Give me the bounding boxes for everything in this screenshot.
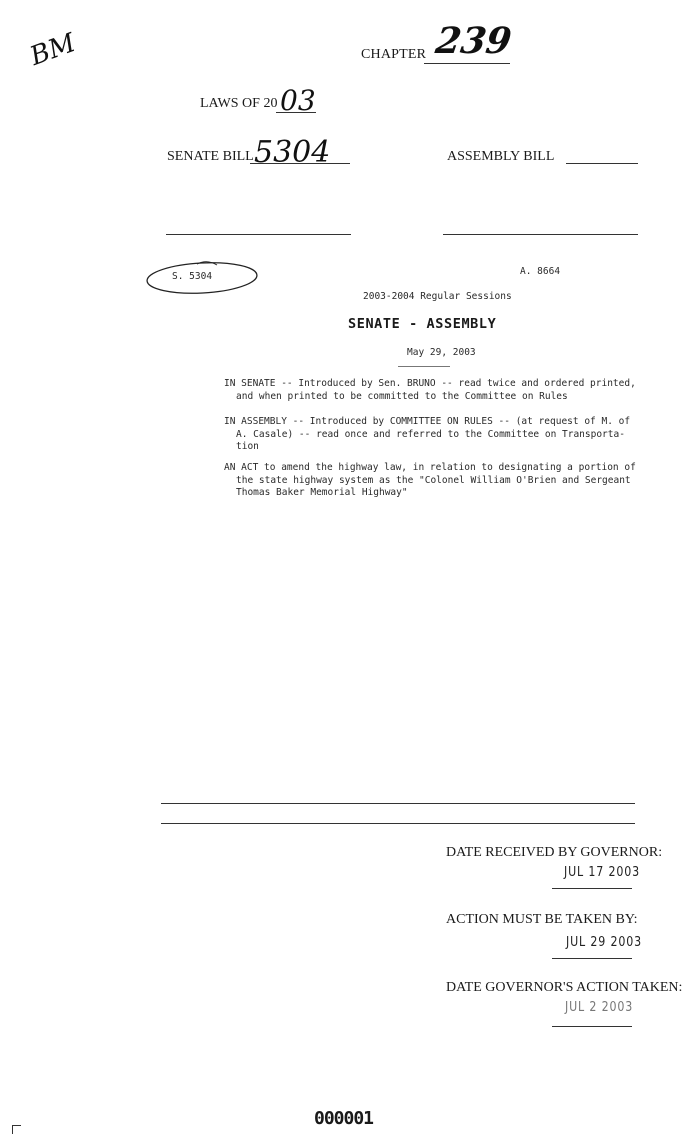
- action-deadline-line: [552, 958, 632, 959]
- assembly-signature-line: [443, 234, 638, 235]
- act-description-paragraph: [224, 462, 668, 500]
- chapter-label: CHAPTER: [361, 47, 427, 62]
- bill-title: SENATE - ASSEMBLY: [348, 316, 497, 332]
- paragraph-line: Thomas Baker Memorial Highway": [236, 487, 408, 498]
- laws-of-label: LAWS OF 20: [200, 96, 278, 111]
- action-taken-label: DATE GOVERNOR'S ACTION TAKEN:: [446, 980, 683, 995]
- assembly-introduction-paragraph: [224, 416, 668, 454]
- chapter-underline: [424, 63, 510, 64]
- date-underline: [398, 366, 450, 367]
- chapter-number: 239: [433, 20, 515, 62]
- page-number: 000001: [314, 1108, 374, 1129]
- action-deadline-stamp: JUL 29 2003: [566, 935, 643, 950]
- date-received-stamp: JUL 17 2003: [564, 865, 641, 880]
- date-received-label: DATE RECEIVED BY GOVERNOR:: [446, 845, 663, 860]
- separator-rule-upper: [161, 803, 635, 804]
- senate-bill-id: S. 5304: [172, 271, 213, 282]
- senate-bill-number: 5304: [254, 135, 331, 170]
- assembly-bill-label: ASSEMBLY BILL: [447, 149, 555, 164]
- handwritten-initials: BM: [26, 28, 80, 72]
- senate-introduction-paragraph: [224, 378, 668, 403]
- date-received-line: [552, 888, 632, 889]
- scan-corner-mark: [12, 1125, 21, 1134]
- bill-date: May 29, 2003: [407, 347, 476, 358]
- laws-year: 03: [280, 84, 316, 117]
- assembly-bill-underline: [566, 163, 638, 164]
- senate-bill-label: SENATE BILL: [167, 149, 254, 164]
- separator-rule-lower: [161, 823, 635, 824]
- assembly-bill-id: A. 8664: [520, 266, 561, 277]
- paragraph-line: tion: [236, 441, 259, 452]
- paragraph-line: A. Casale) -- read once and referred to the Committee on Transporta-: [236, 428, 625, 440]
- session-label: 2003-2004 Regular Sessions: [363, 291, 512, 302]
- action-deadline-label: ACTION MUST BE TAKEN BY:: [446, 912, 638, 927]
- paragraph-line: the state highway system as the "Colonel William O'Brien and Sergeant: [236, 474, 631, 486]
- paragraph-line: IN SENATE -- Introduced by Sen. BRUNO -- read twice and ordered printed,: [224, 378, 636, 389]
- senate-signature-line: [166, 234, 351, 235]
- paragraph-line: AN ACT to amend the highway law, in relation to designating a portion of: [224, 462, 636, 473]
- action-taken-line: [552, 1026, 632, 1027]
- action-taken-stamp: JUL 2 2003: [565, 1000, 634, 1015]
- paragraph-line: and when printed to be committed to the Committee on Rules: [236, 390, 568, 402]
- paragraph-line: IN ASSEMBLY -- Introduced by COMMITTEE ON RULES -- (at request of M. of: [224, 416, 631, 427]
